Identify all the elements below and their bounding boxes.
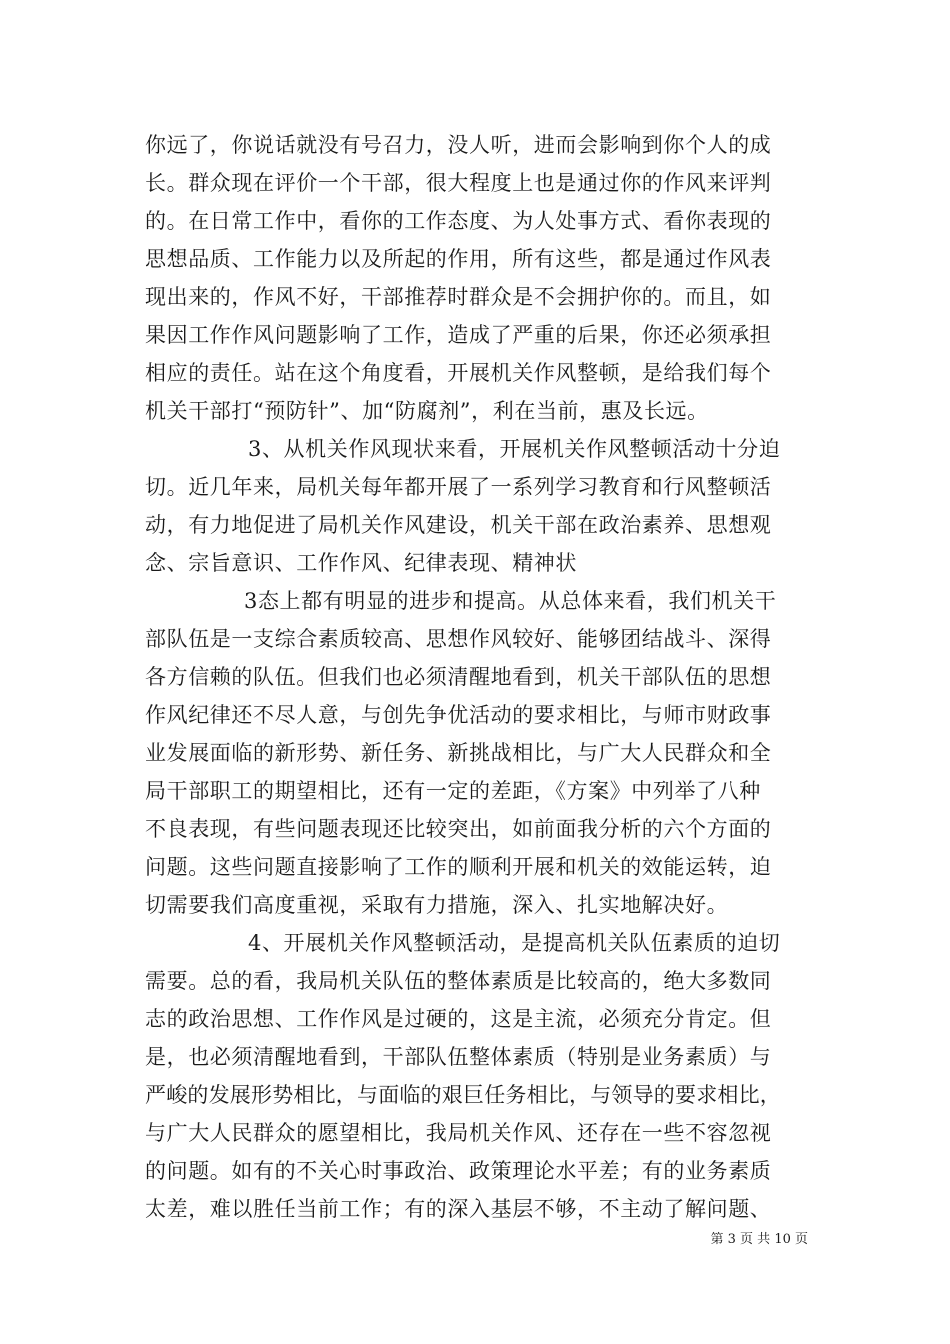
text-line: 局干部职工的期望相比，还有一定的差距，《方案》中列举了八种 (145, 779, 761, 803)
text-line: 念、宗旨意识、工作作风、纪律表现、精神状 (145, 551, 577, 575)
text-line: 是，也必须清醒地看到，干部队伍整体素质（特别是业务素质）与 (145, 1045, 772, 1069)
text-line: 3态上都有明显的进步和提高。从总体来看，我们机关干 (244, 589, 777, 613)
text-line: 4、开展机关作风整顿活动，是提高机关队伍素质的迫切 (248, 931, 781, 955)
text-line: 问题。这些问题直接影响了工作的顺利开展和机关的效能运转，迫 (145, 855, 772, 879)
text-line: 思想品质、工作能力以及所起的作用，所有这些，都是通过作风表 (145, 247, 772, 271)
text-line: 相应的责任。站在这个角度看，开展机关作风整顿，是给我们每个 (145, 361, 772, 385)
text-line: 不良表现，有些问题表现还比较突出，如前面我分析的六个方面的 (145, 817, 772, 841)
text-line: 志的政治思想、工作作风是过硬的，这是主流，必须充分肯定。但 (145, 1007, 772, 1031)
page-number-footer: 第 3 页 共 10 页 (710, 1232, 808, 1247)
text-line: 机关干部打“预防针”、加“防腐剂”，利在当前，惠及长远。 (145, 399, 709, 423)
text-line: 切需要我们高度重视，采取有力措施，深入、扎实地解决好。 (145, 893, 729, 917)
text-line: 太差，难以胜任当前工作；有的深入基层不够，不主动了解问题、 (145, 1197, 772, 1221)
text-line: 切。近几年来，局机关每年都开展了一系列学习教育和行风整顿活 (145, 475, 772, 499)
text-line: 作风纪律还不尽人意，与创先争优活动的要求相比，与师市财政事 (145, 703, 772, 727)
text-line: 需要。总的看，我局机关队伍的整体素质是比较高的，绝大多数同 (145, 969, 772, 993)
text-line: 业发展面临的新形势、新任务、新挑战相比，与广大人民群众和全 (145, 741, 772, 765)
text-line: 长。群众现在评价一个干部，很大程度上也是通过你的作风来评判 (145, 171, 772, 195)
text-line: 的问题。如有的不关心时事政治、政策理论水平差；有的业务素质 (145, 1159, 772, 1183)
text-line: 的。在日常工作中，看你的工作态度、为人处事方式、看你表现的 (145, 209, 772, 233)
text-line: 你远了，你说话就没有号召力，没人听，进而会影响到你个人的成 (145, 133, 772, 157)
text-line: 各方信赖的队伍。但我们也必须清醒地看到，机关干部队伍的思想 (145, 665, 772, 689)
text-line: 严峻的发展形势相比，与面临的艰巨任务相比，与领导的要求相比， (145, 1083, 781, 1107)
text-line: 果因工作作风问题影响了工作，造成了严重的后果，你还必须承担 (145, 323, 772, 347)
text-line: 与广大人民群众的愿望相比，我局机关作风、还存在一些不容忽视 (145, 1121, 772, 1145)
text-line: 3、从机关作风现状来看，开展机关作风整顿活动十分迫 (248, 437, 781, 461)
text-line: 动，有力地促进了局机关作风建设，机关干部在政治素养、思想观 (145, 513, 772, 537)
text-line: 部队伍是一支综合素质较高、思想作风较好、能够团结战斗、深得 (145, 627, 772, 651)
text-line: 现出来的，作风不好，干部推荐时群众是不会拥护你的。而且，如 (145, 285, 772, 309)
